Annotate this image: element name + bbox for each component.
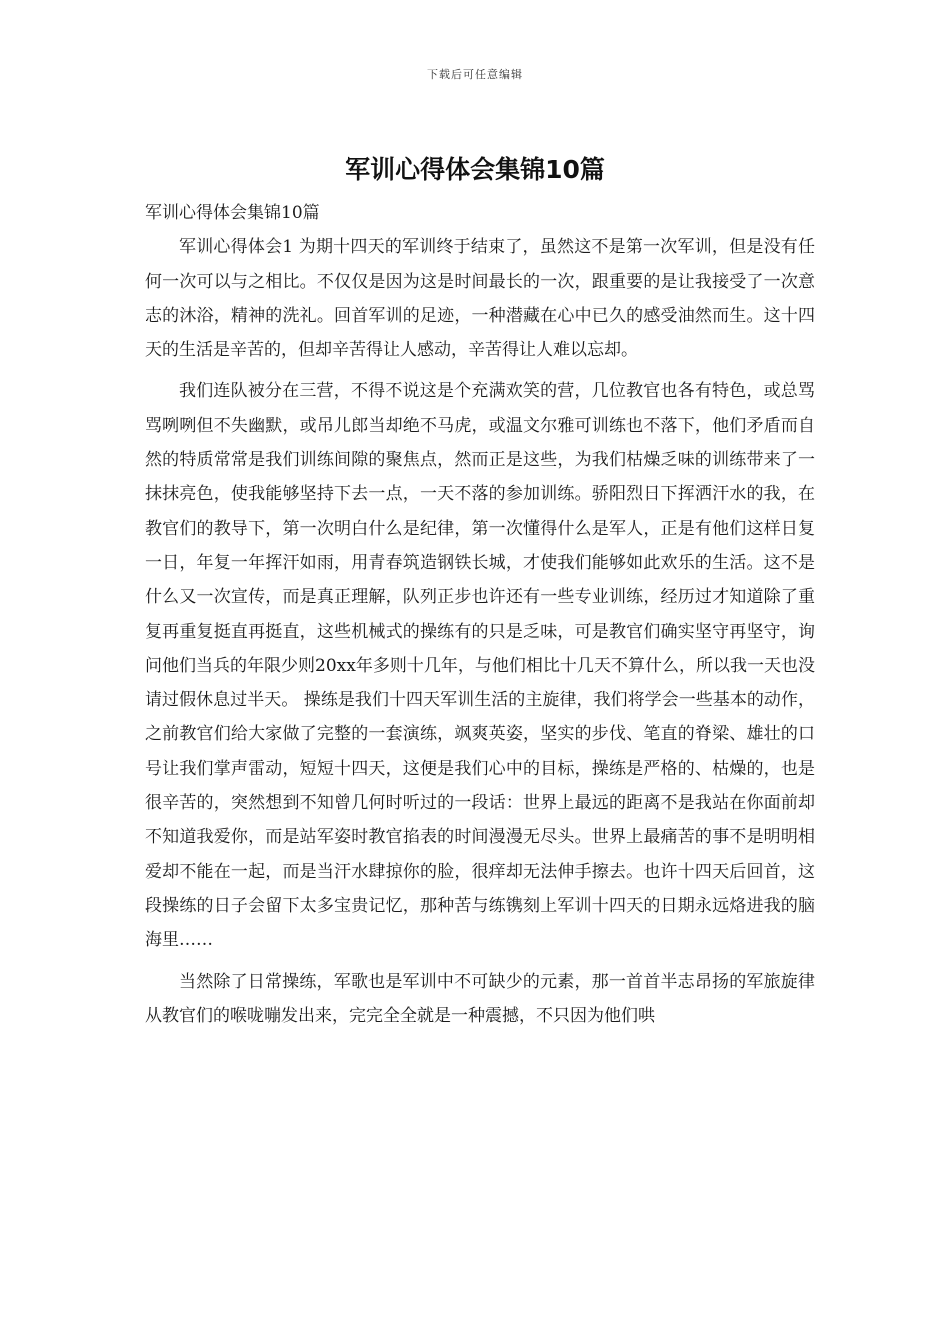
paragraph-1: 军训心得体会1 为期十四天的军训终于结束了，虽然这不是第一次军训，但是没有任何一次可以与之相比。不仅仅是因为这是时间最长的一次，跟重要的是让我接受了一次意志的沐浴，精神的洗礼。回首军训的足迹，一种潜藏在心中已久的感受油然而生。这十四天的生活是辛苦的，但却辛苦得让人感动，辛苦得让人难以忘却。 bbox=[145, 237, 815, 361]
paragraph-2: 我们连队被分在三营，不得不说这是个充满欢笑的营，几位教官也各有特色，或总骂骂咧咧但不失幽默，或吊儿郎当却绝不马虎，或温文尔雅可训练也不落下，他们矛盾而自然的特质常常是我们训练间隙的聚焦点，然而正是这些，为我们枯燥乏味的训练带来了一抹抹亮色，使我能够坚持下去一点，一天不落的参加训练。骄阳烈日下挥洒汗水的我，在教官们的教导下，第一次明白什么是纪律，第一次懂得什么是军人，正是有他们这样日复一日，年复一年挥汗如雨，用青春筑造钢铁长城，才使我们能够如此欢乐的生活。这不是什么又一次宣传，而是真正理解，队列正步也许还有一些专业训练，经历过才知道除了重复再重复挺直再挺直，这些机械式的操练有的只是乏味，可是教官们确实坚守再坚守，询问他们当兵的年限少则20xx年多则十几年，与他们相比十几天不算什么，所以我一天也没请过假休息过半天。 操练是我们十四天军训生活的主旋律，我们将学会一些基本的动作，之前教官们给大家做了完整的一套演练，飒爽英姿，坚实的步伐、笔直的脊梁、雄壮的口号让我们掌声雷动，短短十四天，这便是我们心中的目标，操练是严格的、枯燥的，也是很辛苦的，突然想到不知曾几何时听过的一段话：世界上最远的距离不是我站在你面前却不知道我爱你，而是站军姿时教官掐表的时间漫漫无尽头。世界上最痛苦的事不是明明相爱却不能在一起，而是当汗水肆掠你的脸，很痒却无法伸手擦去。也许十四天后回首，这段操练的日子会留下太多宝贵记忆，那种苦与练镌刻上军训十四天的日期永远烙进我的脑海里…… bbox=[145, 381, 815, 951]
document-title: 军训心得体会集锦10篇 bbox=[345, 155, 605, 184]
paragraph-3: 当然除了日常操练，军歌也是军训中不可缺少的元素，那一首首半志昂扬的军旅旋律从教官们的喉咙嘣发出来，完完全全就是一种震撼，不只因为他们哄 bbox=[145, 971, 815, 1026]
document-body bbox=[145, 196, 815, 1033]
document-subtitle: 军训心得体会集锦10篇 bbox=[145, 203, 320, 223]
header-note: 下载后可任意编辑 bbox=[427, 68, 523, 81]
